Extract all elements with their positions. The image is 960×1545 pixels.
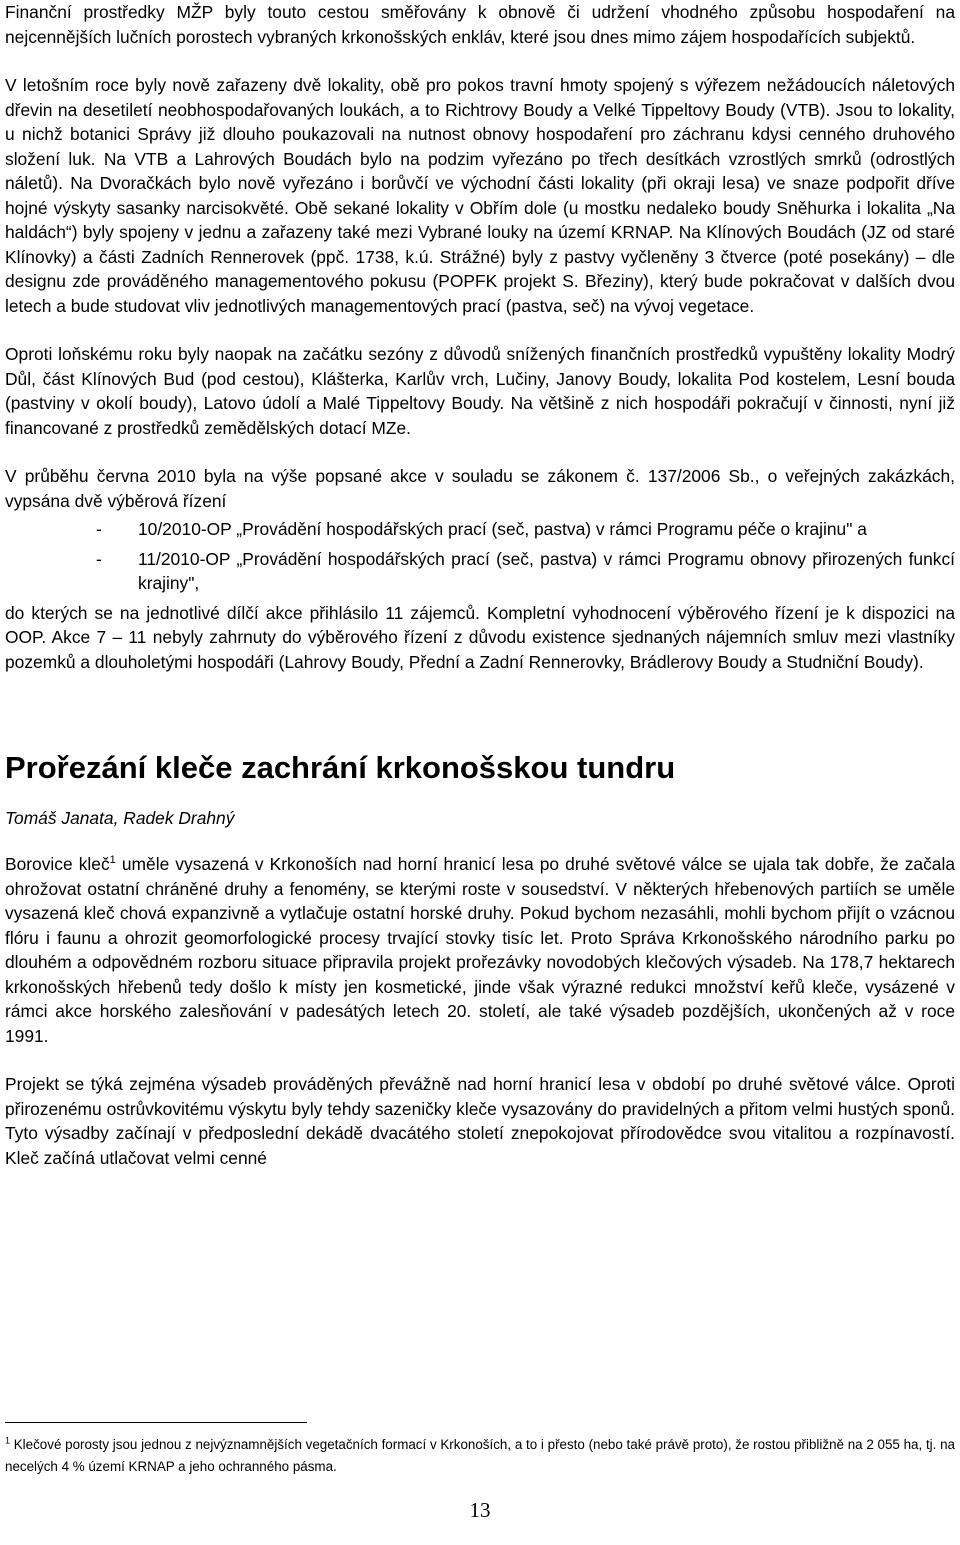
paragraph-tender-result: do kterých se na jednotlivé dílčí akce přihlásilo 11 zájemců. Kompletní vyhodnocení výběrového řízení je k dispozici na OOP. Akce 7 – 11 nebyly zahrnuty do výběrového řízení z důvodu existence sjednaných nájemních smluv mezi vlastníky pozemků a dlouholetými hospodáři (Lahrovy Boudy, Přední a Zadní Rennerovky, Brádlerovy Boudy a Studniční Boudy). (5, 602, 955, 672)
paragraph-tender: V průběhu června 2010 byla na výše popsané akce v souladu se zákonem č. 137/2006 Sb., o veřejných zakázkách, vypsána dvě výběrová řízení (5, 466, 955, 511)
paragraph-text: uměle vysazená v Krkonoších nad horní hranicí lesa po druhé světové válce se ujala tak dobře, že začala ohrožovat ostatní chráněné druhy a fenomény, se kterými roste v sousedství. V některých hřebenových partiích se uměle vysazená kleč chová expanzivně a vytlačuje ostatní horské druhy. Pokud bychom nezasáhli, mohli bychom přijít o vzácnou flóru i faunu a ohrozit geomorfologické procesy trvající stovky tisíc let. Proto Správa Krkonošského národního parku po dlouhém a odpovědném rozboru situace připravila projekt prořezávky novodobých klečových výsadeb. Na 178,7 hektarech krkonošských hřebenů tedy došlo k místy jen kosmetické, jinde však výrazné redukci množství keřů kleče, vysázené v rámci akce horského zalesňování v padesátých letech 20. století, ale také výsadeb pozdějších, ukončených až v roce 1991. (5, 854, 956, 1046)
footnote-separator (5, 1422, 307, 1423)
footnote-reference: 1 (109, 854, 116, 867)
paragraph-funding: Finanční prostředky MŽP byly touto cestou směřovány k obnově či udržení vhodného způsobu hospodaření na nejcennějších lučních porostech vybraných krkonošských enkláv, které jsou dnes mimo zájem hospodařících subjektů. (5, 2, 955, 47)
list-item-text: 11/2010-OP „Provádění hospodářských prací (seč, pastva) v rámci Programu obnovy přirozených funkcí krajiny", (138, 548, 955, 593)
page-body (5, 0, 955, 1170)
paragraph-project: Projekt se týká zejména výsadeb prováděných převážně nad horní hranicí lesa v období po druhé světové válce. Oproti přirozenému ostrůvkovitému výskytu byly tehdy sazeničky kleče vysazovány do pravidelných a přitom velmi hustých sponů. Tyto výsadby začínají v předposlední dekádě dvacátého století znepokojovat přírodovědce svou vitalitou a rozpínavostí. Kleč začíná utlačovat velmi cenné (5, 1074, 955, 1168)
tender-list (5, 517, 955, 596)
article-title: Prořezání kleče zachrání krkonošskou tundru (5, 750, 676, 785)
list-item (5, 517, 955, 542)
article-authors: Tomáš Janata, Radek Drahný (5, 808, 235, 828)
list-dash: - (96, 519, 102, 539)
paragraph-text: Borovice kleč (5, 854, 110, 874)
page-number: 13 (469, 1498, 491, 1522)
paragraph-new-localities: V letošním roce byly nově zařazeny dvě lokality, obě pro pokos travní hmoty spojený s výřezem nežádoucích náletových dřevin na desetiletí neobhospodařovaných loukách, a to Richtrovy Boudy a Velké Tippeltovy Boudy (VTB). Jsou to lokality, u nichž botanici Správy již dlouho poukazovali na nutnost obnovy hospodaření pro záchranu kdysi cenného druhového složení luk. Na VTB a Lahrových Boudách bylo na podzim vyřezáno po třech desítkách vzrostlých smrků (odrostlých náletů). Na Dvoračkách bylo nově vyřezáno i borůvčí ve východní části lokality (při okraji lesa) ve snaze podpořit dříve hojné výskyty sasanky narcisokvěté. Obě sekané lokality v Obřím dole (u mostku nedaleko boudy Sněhurka i lokalita „Na haldách“) byly spojeny v jednu a zařazeny také mezi Vybrané louky na území KRNAP. Na Klínových Boudách (JZ od staré Klínovky) a části Zadních Rennerovek (ppč. 1738, k.ú. Strážné) byly z pastvy vyčleněny 3 čtverce (poté posekány) – dle designu zde prováděného managementového pokusu (POPFK projekt S. Březiny), který bude pokračovat v dalších dvou letech a bude studovat vliv jednotlivých managementových prací (pastva, seč) na vývoj vegetace. (5, 75, 955, 316)
list-dash: - (96, 548, 102, 569)
footnote-number: 1 (5, 1435, 11, 1446)
footnote (5, 1434, 955, 1478)
paragraph-dropped-localities: Oproti loňskému roku byly naopak na začátku sezóny z důvodů snížených finančních prostředků vypuštěny lokality Modrý Důl, část Klínových Bud (pod cestou), Klášterka, Karlův vrch, Lučiny, Janovy Boudy, lokalita Pod kostelem, Lesní bouda (pastviny v okolí boudy), Latovo údolí a Malé Tippeltovy Boudy. Na většině z nich hospodáři pokračují v činnosti, nyní již financované z prostředků zemědělských dotací MZe. (5, 344, 955, 438)
list-item-text: 10/2010-OP „Provádění hospodářských prací (seč, pastva) v rámci Programu péče o krajinu" a (138, 519, 867, 539)
list-item (5, 547, 955, 596)
footnote-text: Klečové porosty jsou jednou z nejvýznamnějších vegetačních formací v Krkonoších, a to i přesto (nebo také právě proto), že rostou přibližně na 2 055 ha, tj. na necelých 4 % území KRNAP a jeho ochranného pásma. (5, 1437, 955, 1474)
paragraph-dwarf-pine (5, 852, 955, 1048)
